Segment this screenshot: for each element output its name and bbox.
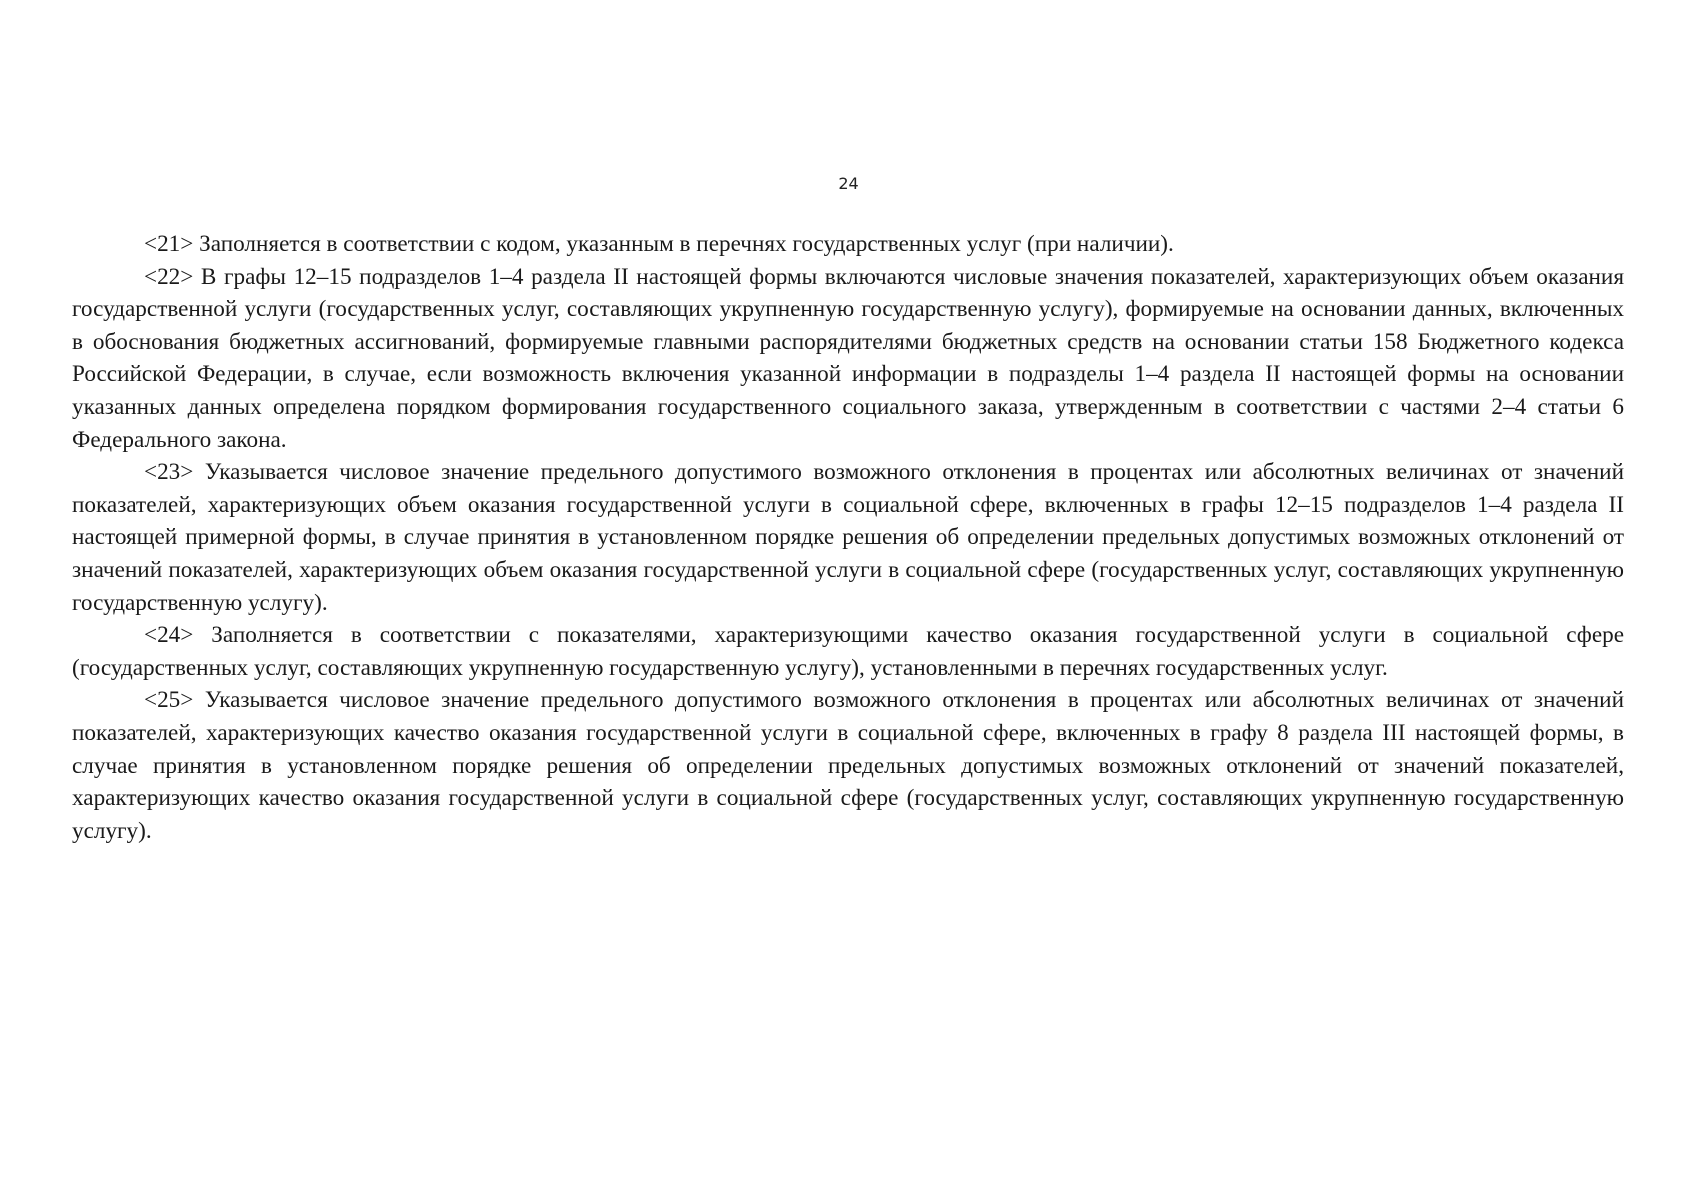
footnotes-block [72, 228, 1624, 847]
page-number: 24 [838, 174, 859, 193]
footnote-21: <21> Заполняется в соответствии с кодом, указанным в перечнях государственных услуг (при наличии). [144, 231, 1174, 257]
footnote-23: <23> Указывается числовое значение предельного допустимого возможного отклонения в процентах или абсолютных величинах от значений показателей, характеризующих объем оказания государственной услуги в социальной сфере, включенных в графы 12–15 подразделов 1–4 раздела II настоящей примерной формы, в случае принятия в установленном порядке решения об определении предельных допустимых возможных отклонений от значений показателей, характеризующих объем оказания государственной услуги в социальной сфере (государственных услуг, составляющих укрупненную государственную услугу). [72, 459, 1624, 616]
footnote-22: <22> В графы 12–15 подразделов 1–4 раздела II настоящей формы включаются числовые значения показателей, характеризующих объем оказания государственной услуги (государственных услуг, составляющих укрупненную государственную услугу), формируемые на основании данных, включенных в обоснования бюджетных ассигнований, формируемые главными распорядителями бюджетных средств на основании статьи 158 Бюджетного кодекса Российской Федерации, в случае, если возможность включения указанной информации в подразделы 1–4 раздела II настоящей формы на основании указанных данных определена порядком формирования государственного социального заказа, утвержденным в соответствии с частями 2–4 статьи 6 Федерального закона. [72, 263, 1624, 453]
footnote-25: <25> Указывается числовое значение предельного допустимого возможного отклонения в процентах или абсолютных величинах от значений показателей, характеризующих качество оказания государственной услуги в социальной сфере, включенных в графу 8 раздела III настоящей формы, в случае принятия в установленном порядке решения об определении предельных допустимых возможных отклонений от значений показателей, характеризующих качество оказания государственной услуги в социальной сфере (государственных услуг, составляющих укрупненную государственную услугу). [72, 687, 1624, 844]
footnote-24: <24> Заполняется в соответствии с показателями, характеризующими качество оказания государственной услуги в социальной сфере (государственных услуг, составляющих укрупненную государственную услугу), установленными в перечнях государственных услуг. [72, 622, 1624, 681]
